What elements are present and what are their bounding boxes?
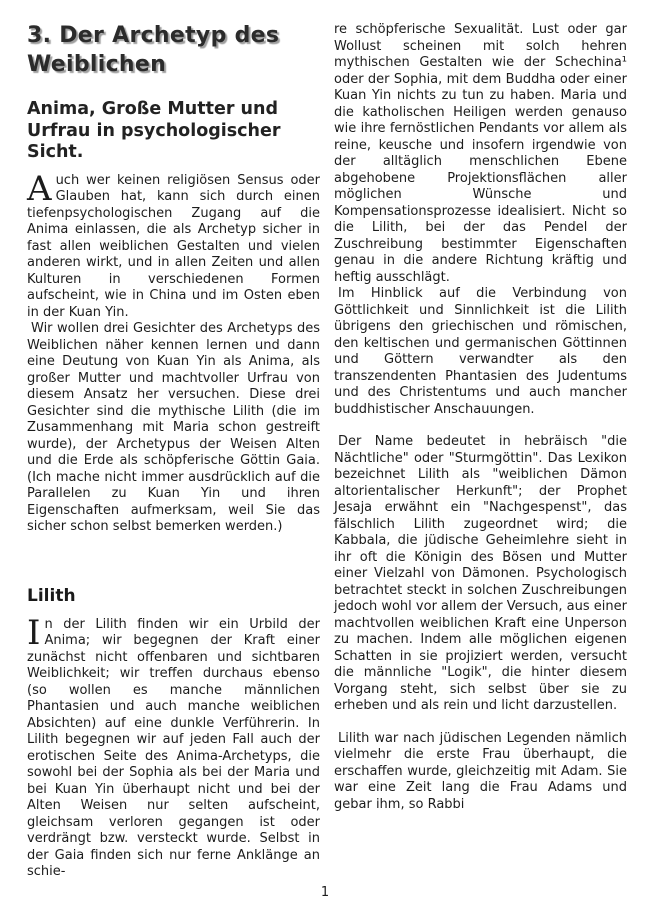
dropcap-i: I bbox=[27, 612, 41, 653]
left-column bbox=[27, 14, 320, 881]
page-number: 1 bbox=[320, 885, 330, 900]
dropcap-a: A bbox=[27, 168, 52, 209]
paragraph-anima-intro bbox=[27, 168, 320, 322]
paragraph-text: n der Lilith finden wir ein Urbild der Anima; wir begegnen der Kraft einer zunächst nicht offenbaren und sichtbaren Weiblichkeit; wir treffen durchaus ebenso (so wollen es manche männlichen Phantasien und auch manche weiblichen Absichten) auf eine dunkle Verführerin. In Lilith begegnen wir auf jeden Fall auch der erotischen Seite des Anima-Archetyps, die sowohl bei der Sophia als bei der Maria und bei Kuan Yin überhaupt nicht und bei der Alten Weisen nur selten aufscheint, gleichsam verloren gegangen ist oder verdrängt bzw. versteckt wurde. Selbst in der Gaia finden sich nur ferne Anklänge an schie- bbox=[27, 616, 320, 879]
paragraph-name-bedeutung: Der Name bedeutet in hebräisch "die Nächtliche" oder "Sturmgöttin". Das Lexikon bezeichnet Lilith als "weiblichen Dämon altorientalischer Herkunft"; der Prophet Jesaja erwähnt ein "Nachgespenst", das fälschlich Lilith zugeordnet wird; die Kabbala, die jüdische Geheimlehre sieht in ihr oft die Königin des Bösen und Mutter einer Vielzahl von Dämonen. Psychologisch betrachtet steckt in solchen Zuschreibungen jedoch wohl vor allem der Versuch, aus einer machtvollen weiblichen Kraft eine Unperson zu machen. Indem alle möglichen eigenen Schatten in sie projiziert werden, versucht die männliche "Logik", die hinter diesem Vorgang steht, sich selbst über sie zu erheben und als rein und licht darzustellen. bbox=[334, 434, 627, 713]
section-heading-lilith: Lilith bbox=[27, 585, 76, 606]
paragraph-juedische-legenden: Lilith war nach jüdischen Legenden nämlich vielmehr die erste Frau überhaupt, die erschaffen wurde, gleichzeitig mit Adam. Sie war eine Zeit lang die Frau Adams und gebar ihm, so Rabbi bbox=[334, 730, 627, 812]
right-column bbox=[334, 14, 627, 881]
chapter-title: 3. Der Archetyp des Weiblichen bbox=[27, 23, 280, 77]
section-subtitle: Anima, Große Mutter und Urfrau in psychologischer Sicht. bbox=[27, 99, 281, 162]
paragraph-sexualitaet: re schöpferische Sexualität. Lust oder gar Wollust scheinen mit solch hehren mythischen Gestalten wie der Schechina¹ oder der Sophia, mit dem Buddha oder einer Kuan Yin nichts zu tun zu haben. Maria und die katholischen Heiligen werden genauso wie ihre fernöstlichen Pendants vor allem als reine, keusche und insofern irgendwie von der alltäglich menschlichen Ebene abgehobene Projektionsflächen aller möglichen Wünsche und Kompensationsprozesse idealisiert. Nicht so die Lilith, bei der das Pendel der Zuschreibung bestimmter Eigenschaften genau in die andere Richtung kräftig und heftig ausschlägt. bbox=[334, 22, 627, 285]
paragraph-hinblick: Im Hinblick auf die Verbindung von Göttlichkeit und Sinnlichkeit ist die Lilith übrigens den griechischen und römischen, den keltischen und germanischen Göttinnen und Göttern verwandter als den transzendenten Phantasien des Judentums und des Christentums und auch mancher buddhistischer Anschauungen. bbox=[334, 286, 627, 417]
paragraph-lilith-urbild bbox=[27, 612, 320, 881]
page-footer bbox=[0, 885, 650, 900]
paragraph-text: uch wer keinen religiösen Sensus oder Glauben hat, kann sich durch einen tiefenpsychologischen Zugang auf die Anima einlassen, die als Archetyp sicher in fast allen weiblichen Gestalten und vielen anderen wirkt, und in allen Zeiten und allen Kulturen in verschiedenen Formen aufscheint, wie in China und im Osten eben in der Kuan Yin. bbox=[27, 172, 320, 320]
paragraph-drei-gesichter: Wir wollen drei Gesichter des Archetyps des Weiblichen näher kennen lernen und dann eine Deutung von Kuan Yin als Anima, als großer Mutter und machtvoller Urfrau von diesem Ansatz her versuchen. Diese drei Gesichter sind die mythische Lilith (die im Zusammenhang mit Maria schon gestreift wurde), der Archetypus der Weisen Alten und die Erde als schöpferische Göttin Gaia. (Ich mache nicht immer ausdrücklich auf die Parallelen zu Kuan Yin und ihren Eigenschaften aufmerksam, weil Sie das sicher schon selbst bemerken werden.) bbox=[27, 321, 320, 534]
